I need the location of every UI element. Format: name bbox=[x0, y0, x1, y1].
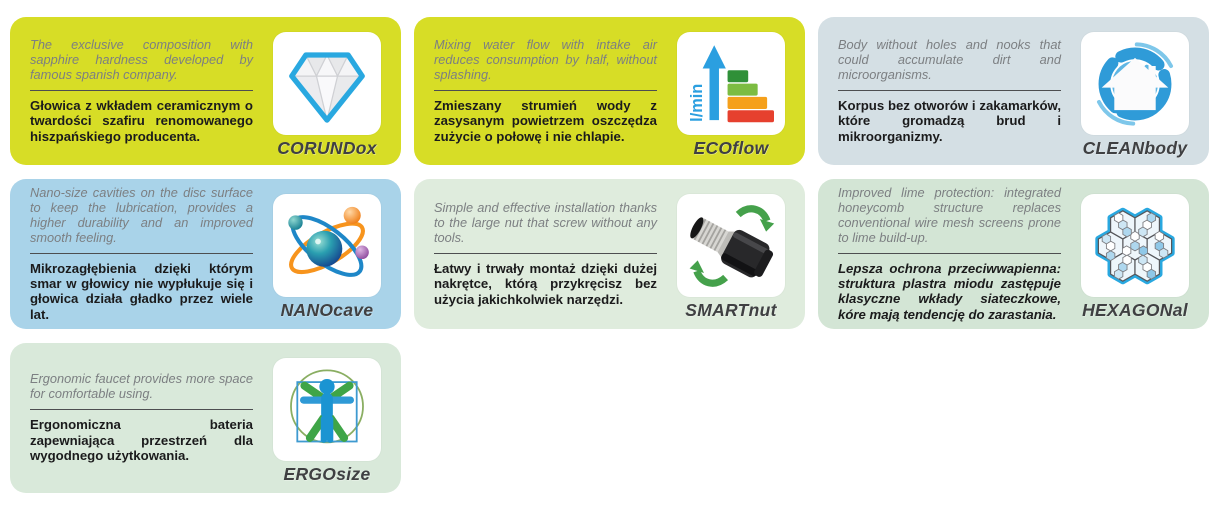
card-text-block bbox=[30, 349, 265, 487]
feature-text-pl: Głowica z wkładem ceramicznym o twardości szafiru renomowanego hiszpańskiego producenta. bbox=[30, 97, 253, 144]
feature-card-corundox bbox=[10, 17, 401, 165]
card-text-block bbox=[30, 185, 265, 323]
feature-label: ERGOsize bbox=[283, 464, 371, 484]
feature-card-ecoflow bbox=[414, 17, 805, 165]
card-icon-column bbox=[265, 185, 389, 323]
feature-text-en: Nano-size cavities on the disc surface to keep the lubrication, provides a higher durability and an improved smooth feeling. bbox=[30, 184, 253, 245]
feature-text-en: Simple and effective installation thanks to the large nut that screw without any tools. bbox=[434, 199, 657, 245]
feature-card-cleanbody bbox=[818, 17, 1209, 165]
card-icon-column bbox=[669, 23, 793, 159]
feature-label: ECOflow bbox=[693, 138, 769, 158]
text-divider bbox=[434, 90, 657, 91]
feature-label: CLEANbody bbox=[1082, 138, 1188, 158]
honeycomb-icon bbox=[1081, 194, 1189, 297]
feature-card-nanocave bbox=[10, 179, 401, 329]
card-icon-column bbox=[1073, 23, 1197, 159]
card-text-block bbox=[434, 23, 669, 159]
card-text-block bbox=[30, 23, 265, 159]
threaded-nut-icon bbox=[677, 194, 785, 297]
text-divider bbox=[30, 253, 253, 254]
feature-text-en: Mixing water flow with intake air reduces consumption by half, without splashing. bbox=[434, 36, 657, 82]
swirl-house-icon bbox=[1081, 32, 1189, 135]
text-divider bbox=[30, 409, 253, 410]
feature-label: SMARTnut bbox=[685, 300, 777, 320]
text-divider bbox=[30, 90, 253, 91]
feature-label: CORUNDox bbox=[277, 138, 377, 158]
feature-text-pl: Korpus bez otworów i zakamarków, które gromadzą brud i mikroorganizmy. bbox=[838, 97, 1061, 144]
feature-text-en: Ergonomic faucet provides more space for comfortable using. bbox=[30, 371, 253, 402]
card-text-block bbox=[838, 185, 1073, 323]
feature-label: NANOcave bbox=[280, 300, 374, 320]
card-text-block bbox=[434, 185, 669, 323]
text-divider bbox=[838, 253, 1061, 254]
atom-icon bbox=[273, 194, 381, 297]
text-divider bbox=[434, 253, 657, 254]
feature-text-pl: Lepsza ochrona przeciwwapienna: struktura plastra miodu zastępuje klasyczne wkłady siateczkowe, kóre mają tendencję do zarastania. bbox=[838, 260, 1061, 322]
flow-unit-text: l/min bbox=[688, 83, 706, 122]
feature-card-hexagonal bbox=[818, 179, 1209, 329]
flow-meter-icon bbox=[677, 32, 785, 135]
card-icon-column bbox=[265, 349, 389, 487]
text-divider bbox=[838, 90, 1061, 91]
card-icon-column bbox=[265, 23, 389, 159]
feature-card-smartnut bbox=[414, 179, 805, 329]
feature-label: HEXAGONal bbox=[1082, 300, 1188, 320]
feature-text-pl: Łatwy i trwały montaż dzięki dużej nakrętce, którą przykręcisz bez użycia jakichkolwiek narzędzi. bbox=[434, 260, 657, 307]
feature-text-en: Body without holes and nooks that could accumulate dirt and microorganisms. bbox=[838, 36, 1061, 82]
feature-card-ergosize bbox=[10, 343, 401, 493]
feature-text-pl: Zmieszany strumień wody z zasysanym powietrzem oszczędza zużycie o połowę i nie chlapie. bbox=[434, 97, 657, 144]
card-icon-column bbox=[669, 185, 793, 323]
card-text-block bbox=[838, 23, 1073, 159]
diamond-icon bbox=[273, 32, 381, 135]
card-icon-column bbox=[1073, 185, 1197, 323]
feature-text-en: Improved lime protection: integrated honeycomb structure replaces conventional wire mesh screens prone to lime build-up. bbox=[838, 184, 1061, 245]
vitruvian-man-icon bbox=[273, 358, 381, 461]
feature-grid bbox=[10, 17, 1209, 493]
feature-text-pl: Mikrozagłębienia dzięki którym smar w głowicy nie wypłukuje się i głowica działa gładko przez wiele lat. bbox=[30, 260, 253, 322]
feature-text-en: The exclusive composition with sapphire hardness developed by famous spanish company. bbox=[30, 36, 253, 82]
feature-text-pl: Ergonomiczna bateria zapewniająca przestrzeń dla wygodnego użytkowania. bbox=[30, 417, 253, 464]
